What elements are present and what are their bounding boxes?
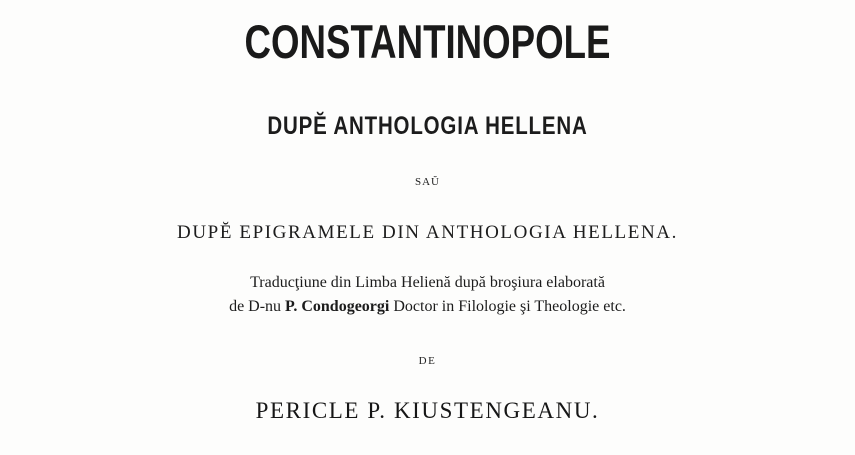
translation-note-line-2 [0,298,855,316]
translator-source-name: P. Condogeorgi [285,298,390,315]
translation-note-line-1: Traducţiune din Limba Helienă după broşiura elaborată [250,274,605,291]
book-subtitle: DUPĔ ANTHOLOGIA HELLENA [267,112,588,140]
book-title: CONSTANTINOPOLE [244,15,611,68]
translation-note-prefix: de D-nu [229,298,282,315]
conjunction-label: SAŬ [414,176,440,188]
translation-note-suffix: Doctor in Filologie şi Theologie etc. [393,298,626,315]
author-name: PERICLE P. KIUSTENGEANU. [255,398,600,423]
by-label: DE [418,355,437,367]
alternate-subtitle: DUPĔ EPIGRAMELE DIN ANTHOLOGIA HELLENA. [177,222,678,243]
